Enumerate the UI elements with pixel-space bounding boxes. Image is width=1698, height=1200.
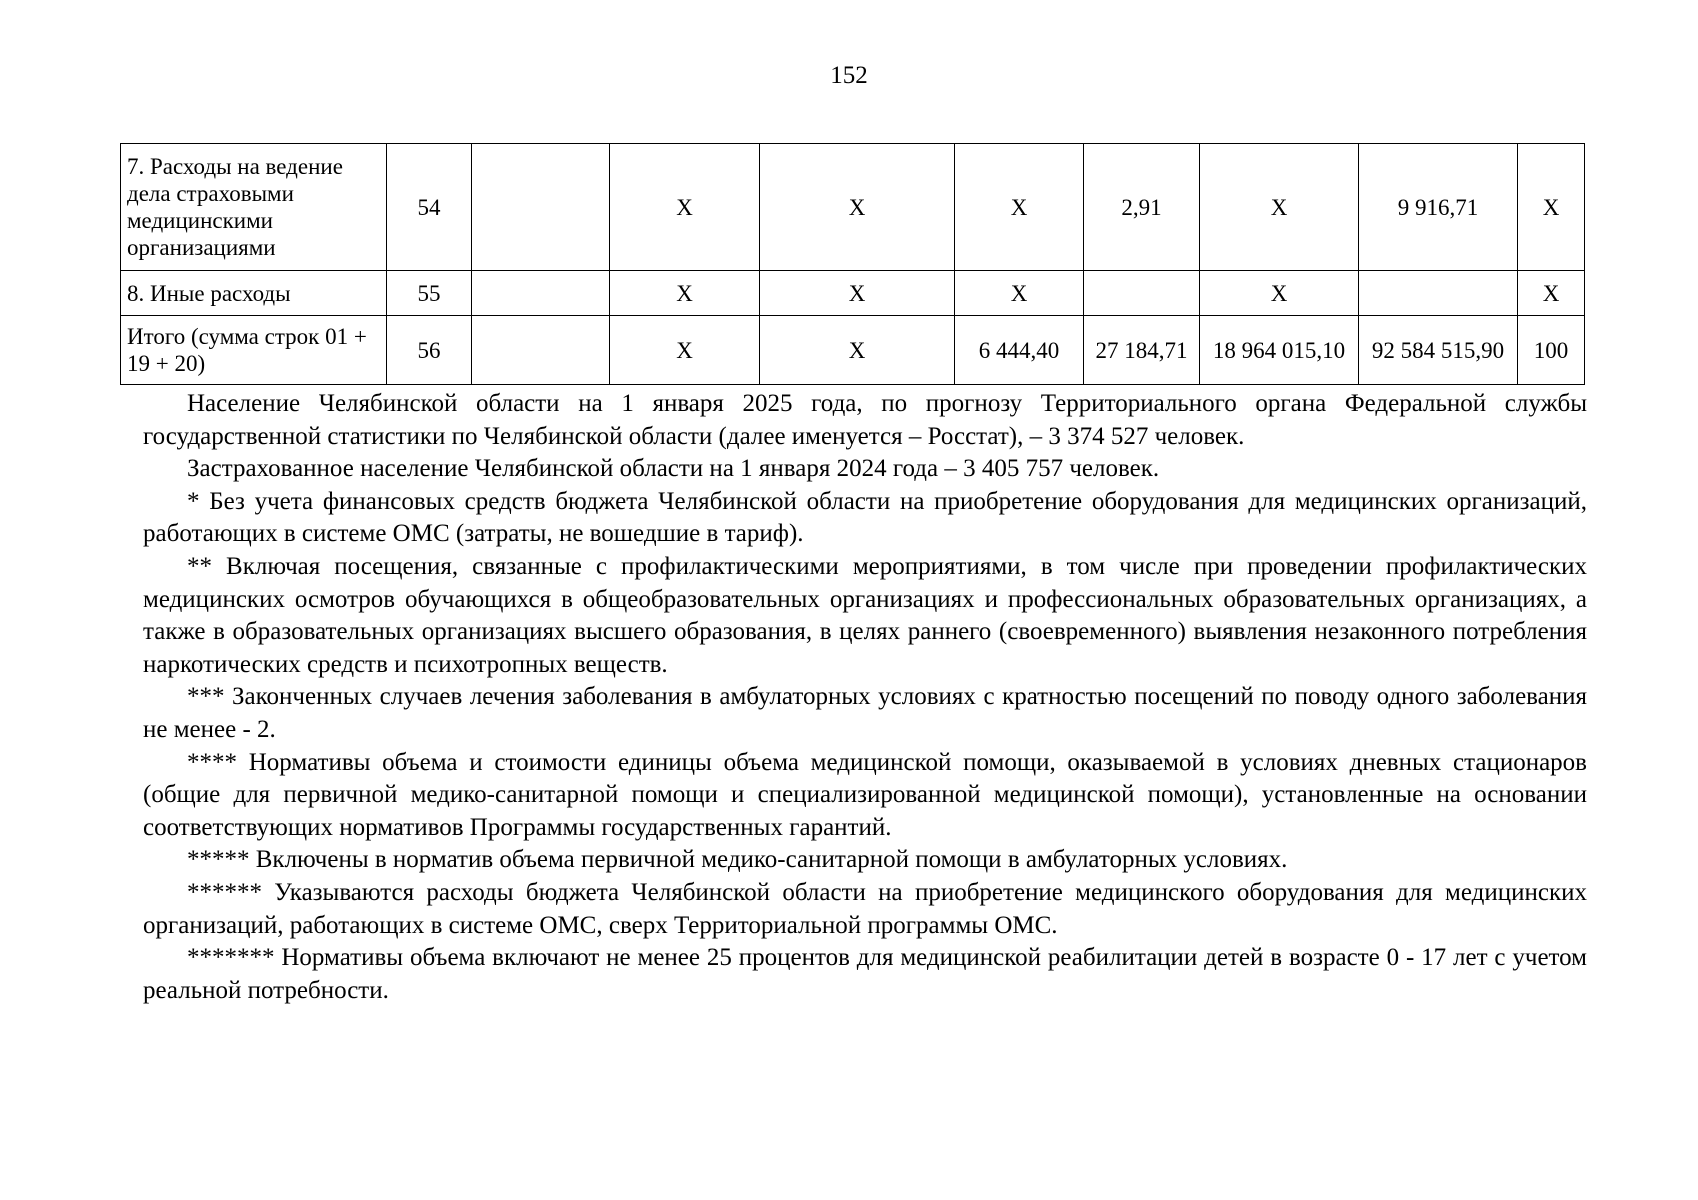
table-cell: X [1518, 271, 1585, 316]
expenses-table [120, 143, 1585, 385]
table-cell: 2,91 [1084, 144, 1200, 271]
footnote-1: * Без учета финансовых средств бюджета Челябинской области на приобретение оборудования для медицинских организаций, работающих в системе ОМС (затраты, не вошедшие в тариф). [143, 487, 1587, 548]
row-code-cell: 55 [387, 271, 472, 316]
table-cell: X [955, 144, 1084, 271]
table-cell: 6 444,40 [955, 316, 1084, 385]
table-cell: X [1200, 271, 1359, 316]
table-cell: X [760, 271, 955, 316]
row-code-cell: 56 [387, 316, 472, 385]
insured-population-note: Застрахованное население Челябинской области на 1 января 2024 года – 3 405 757 человек. [187, 455, 1160, 483]
table-cell: 27 184,71 [1084, 316, 1200, 385]
footnote-5: ***** Включены в норматив объема первичной медико-санитарной помощи в амбулаторных условиях. [187, 846, 1288, 874]
footnotes [143, 388, 1587, 1007]
table-cell [472, 316, 610, 385]
table-row [121, 271, 1585, 316]
table-cell: 18 964 015,10 [1200, 316, 1359, 385]
table-cell: 100 [1518, 316, 1585, 385]
footnote-3: *** Законченных случаев лечения заболевания в амбулаторных условиях с кратностью посещений по поводу одного заболевания не менее - 2. [143, 683, 1587, 743]
table-cell: X [1200, 144, 1359, 271]
footnote-4: **** Нормативы объема и стоимости единицы объема медицинской помощи, оказываемой в условиях дневных стационаров (общие для первичной медико-санитарной помощи и специализированной медицинской помощи), установленные на основании соответствующих нормативов Программы государственных гарантий. [143, 748, 1587, 841]
row-label: 8. Иные расходы [121, 271, 387, 316]
page-number: 152 [830, 62, 868, 89]
table-cell: X [610, 316, 760, 385]
table-cell: 9 916,71 [1359, 144, 1518, 271]
table-cell [1084, 271, 1200, 316]
row-code-cell: 54 [387, 144, 472, 271]
table-cell: X [760, 144, 955, 271]
table-cell [1359, 271, 1518, 316]
table-cell [472, 144, 610, 271]
footnote-7: ******* Нормативы объема включают не менее 25 процентов для медицинской реабилитации детей в возрасте 0 - 17 лет с учетом реальной потребности. [143, 944, 1587, 1004]
table-cell: X [1518, 144, 1585, 271]
table-cell: X [610, 144, 760, 271]
table-cell [472, 271, 610, 316]
table-cell: X [760, 316, 955, 385]
footnote-2: ** Включая посещения, связанные с профилактическими мероприятиями, в том числе при проведении профилактических медицинских осмотров обучающихся в общеобразовательных организациях и профессиональных образовательных организациях, а также в образовательных организациях высшего образования, в целях раннего (своевременного) выявления незаконного потребления наркотических средств и психотропных веществ. [143, 552, 1587, 678]
table-cell: X [955, 271, 1084, 316]
row-label: 7. Расходы на ведение дела страховыми медицинскими организациями [121, 144, 387, 271]
table-row [121, 316, 1585, 385]
footnote-6: ****** Указываются расходы бюджета Челябинской области на приобретение медицинского оборудования для медицинских организаций, работающих в системе ОМС, сверх Территориальной программы ОМС. [143, 878, 1587, 939]
population-note: Население Челябинской области на 1 января 2025 года, по прогнозу Территориального органа Федеральной службы государственной статистики по Челябинской области (далее именуется – Росстат), – 3 374 527 человек. [143, 390, 1587, 450]
table-cell: X [610, 271, 760, 316]
row-label: Итого (сумма строк 01 + 19 + 20) [121, 316, 387, 385]
table-row [121, 144, 1585, 271]
table-cell: 92 584 515,90 [1359, 316, 1518, 385]
